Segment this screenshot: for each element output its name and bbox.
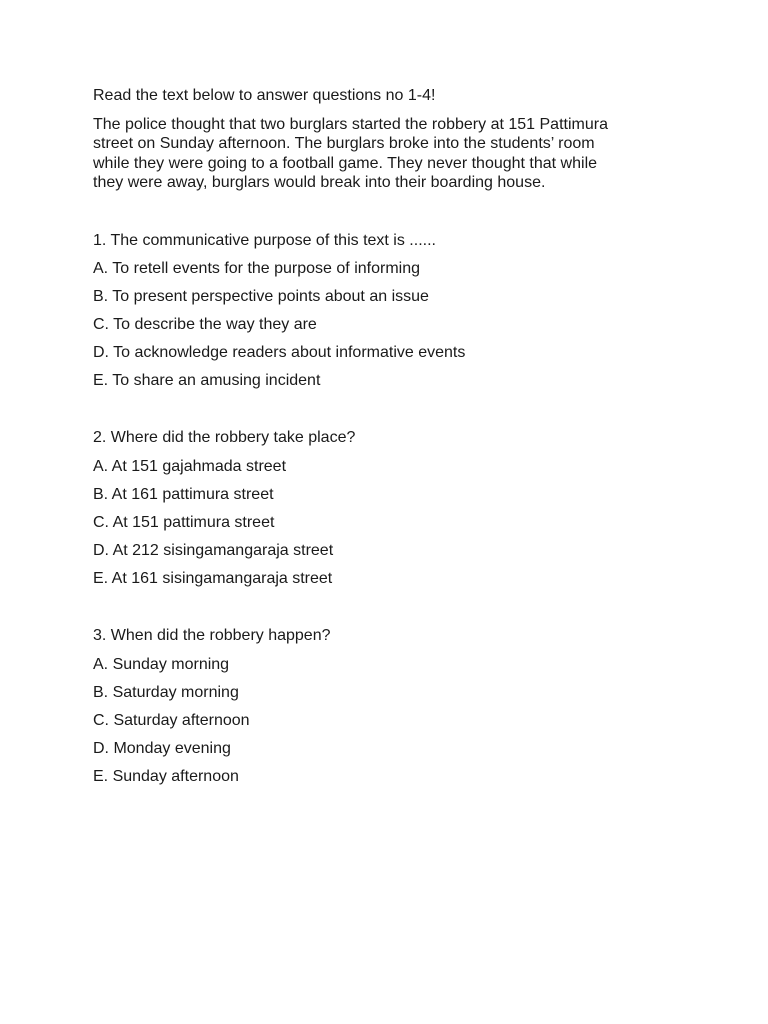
answer-option: E. To share an amusing incident [93, 371, 321, 389]
answer-option: A. At 151 gajahmada street [93, 457, 287, 475]
question-2 [93, 428, 693, 588]
question-3 [93, 626, 693, 786]
passage-line: they were away, burglars would break into their boarding house. [93, 174, 546, 191]
question-text: 1. The communicative purpose of this text is ...... [93, 231, 436, 249]
answer-option: C. To describe the way they are [93, 315, 317, 333]
question-text: 3. When did the robbery happen? [93, 627, 331, 645]
answer-option: A. To retell events for the purpose of informing [93, 259, 420, 277]
answer-option: D. Monday evening [93, 739, 231, 757]
answer-option: E. At 161 sisingamangaraja street [93, 569, 333, 587]
passage-line: The police thought that two burglars started the robbery at 151 Pattimura [93, 115, 608, 133]
answer-option: A. Sunday morning [93, 655, 230, 673]
answer-option: C. Saturday afternoon [93, 711, 250, 729]
passage-line: while they were going to a football game. They never thought that while [93, 154, 598, 172]
answer-option: B. At 161 pattimura street [93, 485, 274, 503]
question-1 [93, 231, 693, 391]
document-page [93, 86, 693, 786]
answer-option: B. Saturday morning [93, 683, 239, 701]
answer-option: C. At 151 pattimura street [93, 513, 275, 531]
question-text: 2. Where did the robbery take place? [93, 429, 356, 447]
reading-passage [93, 115, 693, 193]
instruction-text: Read the text below to answer questions no 1-4! [93, 87, 436, 104]
answer-option: D. At 212 sisingamangaraja street [93, 541, 334, 559]
answer-option: B. To present perspective points about an issue [93, 287, 429, 305]
passage-line: street on Sunday afternoon. The burglars broke into the students’ room [93, 135, 595, 152]
answer-option: E. Sunday afternoon [93, 767, 239, 785]
answer-option: D. To acknowledge readers about informative events [93, 343, 466, 361]
